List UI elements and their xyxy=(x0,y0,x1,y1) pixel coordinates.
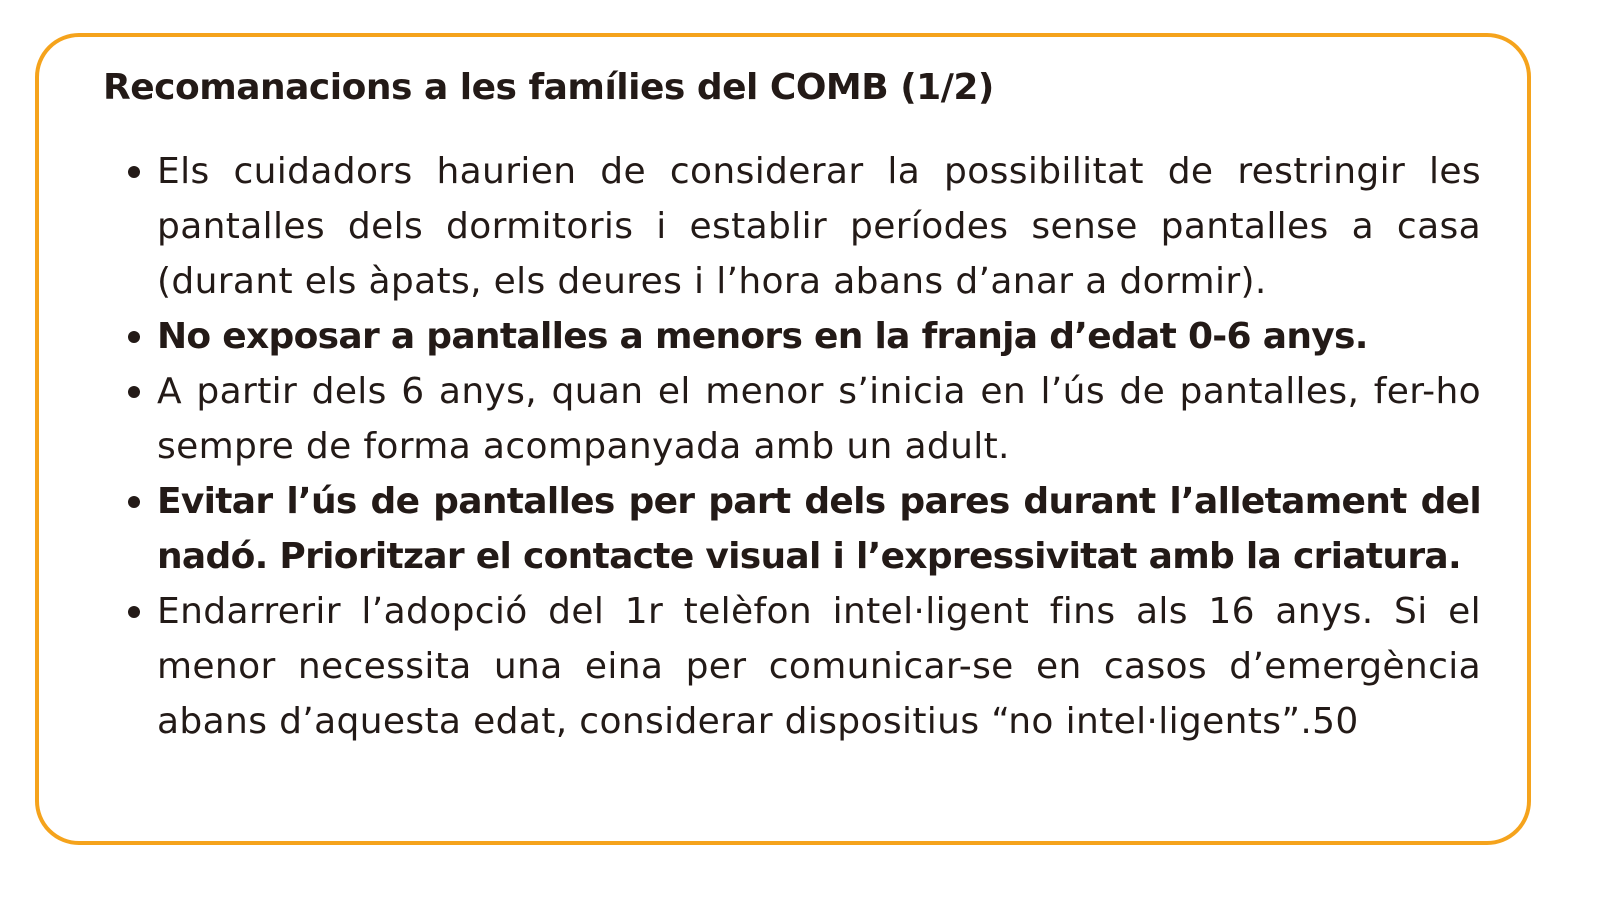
bullet-icon xyxy=(128,386,140,398)
list-item xyxy=(157,144,1481,309)
list-item xyxy=(157,309,1481,364)
list-item xyxy=(157,364,1481,474)
list-item-text: Endarrerir l’adopció del 1r telèfon intel·ligent fins als 16 anys. Si el menor necessita una eina per comunicar-se en casos d’emergència abans d’aquesta edat, considerar dispositius “no intel·ligents”.50 xyxy=(157,591,1481,742)
list-item xyxy=(157,474,1481,584)
bullet-icon xyxy=(128,331,140,343)
recommendations-list xyxy=(157,144,1481,749)
list-item-text: Evitar l’ús de pantalles per part dels pares durant l’alletament del nadó. Prioritzar el contacte visual i l’expressivitat amb la criatura. xyxy=(157,481,1481,577)
bullet-icon xyxy=(128,606,140,618)
list-item-text: No exposar a pantalles a menors en la franja d’edat 0-6 anys. xyxy=(157,316,1368,357)
list-item-text: Els cuidadors haurien de considerar la possibilitat de restringir les pantalles dels dormitoris i establir períodes sense pantalles a casa (durant els àpats, els deures i l’hora abans d’anar a dormir). xyxy=(157,151,1481,302)
list-item-text: A partir dels 6 anys, quan el menor s’inicia en l’ús de pantalles, fer-ho sempre de forma acompanyada amb un adult. xyxy=(157,371,1481,467)
bullet-icon xyxy=(128,166,140,178)
bullet-icon xyxy=(128,496,140,508)
list-item xyxy=(157,584,1481,749)
card-title: Recomanacions a les famílies del COMB (1/2) xyxy=(103,67,994,108)
recommendations-card xyxy=(35,33,1531,845)
